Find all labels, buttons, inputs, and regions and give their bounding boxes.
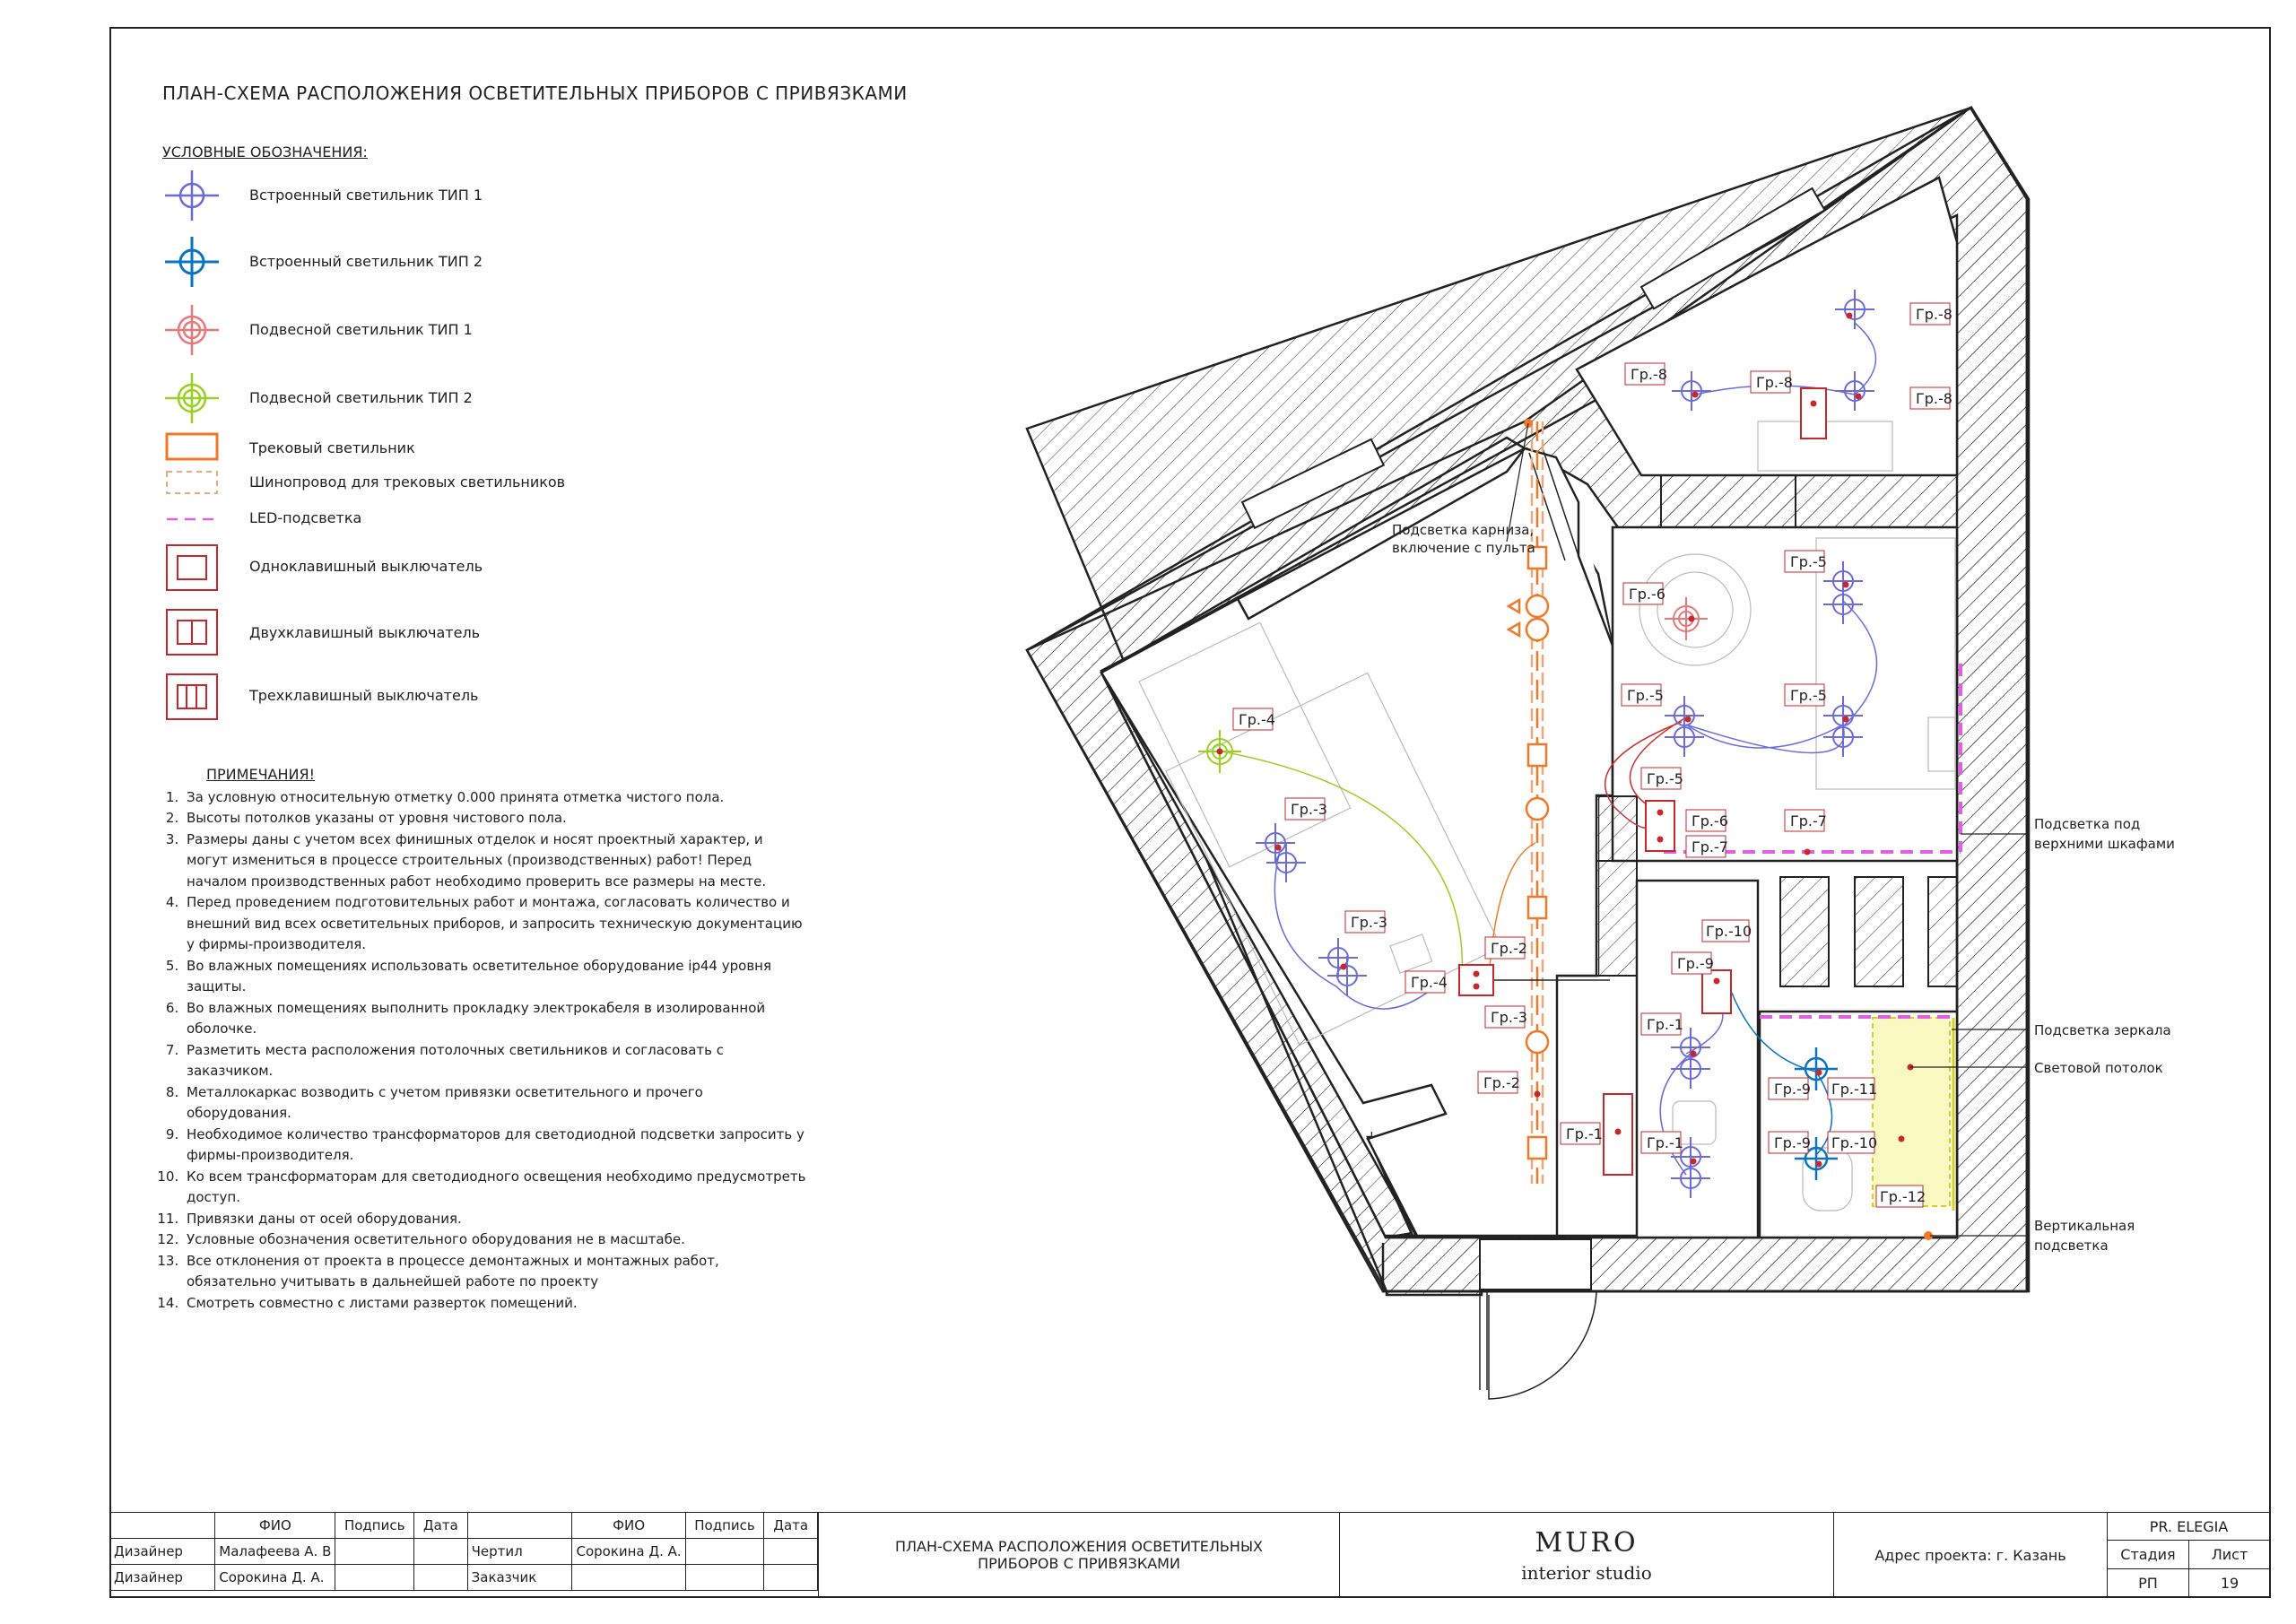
legend-label: Трековый светильник xyxy=(249,439,415,456)
title-cell xyxy=(818,1512,1340,1598)
callout-upper-cabinets: верхними шкафами xyxy=(2034,836,2175,852)
group-label: Гр.-5 xyxy=(1647,770,1683,787)
note-item: 2. Высоты потолков указаны от уровня чистового пола. xyxy=(183,808,807,829)
legend-label: Подвесной светильник ТИП 2 xyxy=(249,389,473,406)
col-sign: Подпись xyxy=(335,1513,414,1539)
sheet-label-cell xyxy=(2188,1540,2271,1569)
group-label: Гр.-6 xyxy=(1629,586,1665,603)
designer-name: Сорокина Д. А. xyxy=(215,1565,335,1591)
group-label: Гр.-1 xyxy=(1566,1125,1603,1142)
stage-cell xyxy=(2107,1568,2189,1598)
notes-title: ПРИМЕЧАНИЯ! xyxy=(206,766,316,783)
sheet-cell xyxy=(2188,1568,2271,1598)
stage-label-cell xyxy=(2107,1540,2189,1569)
group-label: Гр.-9 xyxy=(1677,955,1714,972)
group-label: Гр.-7 xyxy=(1692,838,1728,855)
group-label: Гр.-2 xyxy=(1491,940,1527,957)
sheet-title: ПЛАН-СХЕМА РАСПОЛОЖЕНИЯ ОСВЕТИТЕЛЬНЫХ ПРИБОРОВ С ПРИВЯЗКАМИ xyxy=(162,83,908,104)
note-item: 14. Смотреть совместно с листами разверток помещений. xyxy=(183,1293,807,1315)
legend-label: Двухклавишный выключатель xyxy=(249,624,481,641)
legend-label: Одноклавишный выключатель xyxy=(249,558,483,575)
legend-label: LED-подсветка xyxy=(249,509,362,526)
designer-label: Дизайнер xyxy=(110,1539,215,1565)
group-label: Гр.-1 xyxy=(1647,1016,1683,1033)
legend-label: Подвесной светильник ТИП 1 xyxy=(249,321,473,338)
callout-vertical: Вертикальная xyxy=(2034,1218,2135,1234)
legend-label: Шинопровод для трековых светильников xyxy=(249,473,566,491)
group-label: Гр.-12 xyxy=(1880,1188,1926,1205)
callout-mirror: Подсветка зеркала xyxy=(2034,1022,2171,1038)
note-item: 11. Привязки даны от осей оборудования. xyxy=(183,1209,807,1230)
sheet-value: 19 xyxy=(2220,1575,2239,1592)
note-item: 12. Условные обозначения осветительного оборудования не в масштабе. xyxy=(183,1229,807,1251)
customer-label: Заказчик xyxy=(467,1565,572,1591)
group-label: Гр.-3 xyxy=(1351,914,1387,931)
group-label: Гр.-1 xyxy=(1647,1134,1683,1151)
note-item: 7. Разметить места расположения потолочных светильников и согласовать с заказчиком. xyxy=(183,1040,807,1082)
note-item: 1. За условную относительную отметку 0.000 принята отметка чистого пола. xyxy=(183,787,807,809)
legend-label: Встроенный светильник ТИП 2 xyxy=(249,253,483,270)
stage-value: РП xyxy=(2138,1575,2158,1592)
group-label: Гр.-2 xyxy=(1483,1074,1520,1091)
legend-label: Встроенный светильник ТИП 1 xyxy=(249,187,483,204)
project-cell xyxy=(2107,1512,2271,1541)
callout-upper-cabinets: Подсветка под xyxy=(2034,816,2141,832)
group-label: Гр.-11 xyxy=(1831,1081,1878,1098)
logo-cell xyxy=(1339,1512,1834,1598)
light-ceiling xyxy=(1873,1018,1950,1206)
col-date: Дата xyxy=(764,1513,818,1539)
designer-label: Дизайнер xyxy=(110,1565,215,1591)
note-item: 13. Все отклонения от проекта в процессе демонтажных и монтажных работ, обязательно учитывать в дальнейшей работе по проекту xyxy=(183,1251,807,1293)
group-label: Гр.-4 xyxy=(1411,974,1448,991)
group-label: Гр.-9 xyxy=(1774,1134,1811,1151)
col-sign: Подпись xyxy=(685,1513,764,1539)
note-item: 9. Необходимое количество трансформаторов для светодиодной подсветки запросить у фирмы-производителя. xyxy=(183,1125,807,1167)
callout-vertical: подсветка xyxy=(2034,1238,2109,1254)
note-item: 8. Металлокаркас возводить с учетом привязки осветительного и прочего оборудования. xyxy=(183,1082,807,1125)
callout-light-ceiling: Световой потолок xyxy=(2034,1060,2163,1076)
group-label: Гр.-3 xyxy=(1491,1009,1527,1026)
group-label: Гр.-5 xyxy=(1790,687,1827,704)
stage-label: Стадия xyxy=(2120,1546,2176,1563)
group-label: Гр.-5 xyxy=(1790,553,1827,570)
logo-main: MURO xyxy=(1535,1526,1639,1559)
group-label: Гр.-8 xyxy=(1631,366,1667,383)
legend-label: Трехклавишный выключатель xyxy=(249,687,479,704)
project-address: Адрес проекта: г. Казань xyxy=(1874,1546,2066,1564)
callout-cornice: Подсветка карниза, xyxy=(1392,522,1535,538)
corridor-strip xyxy=(1661,475,1796,527)
col-fio: ФИО xyxy=(572,1513,685,1539)
designer-name: Малафеева А. В xyxy=(215,1539,335,1565)
title-block xyxy=(109,1512,2271,1598)
note-item: 5. Во влажных помещениях использовать осветительное оборудование ip44 уровня защиты. xyxy=(183,956,807,998)
address-cell xyxy=(1833,1512,2108,1598)
signatures-table xyxy=(109,1512,818,1591)
group-label: Гр.-8 xyxy=(1916,390,1952,407)
drawn-name: Сорокина Д. А. xyxy=(572,1539,685,1565)
note-item: 3. Размеры даны с учетом всех финишных отделок и носят проектный характер, и могут измениться в процессе строительных (производственных) работ! Перед началом производственных работ необходимо проверить все размеры на месте. xyxy=(183,829,807,893)
legend-title: УСЛОВНЫЕ ОБОЗНАЧЕНИЯ: xyxy=(162,143,368,161)
group-label: Гр.-10 xyxy=(1831,1134,1878,1151)
callout-cornice: включение с пульта xyxy=(1392,540,1535,556)
group-label: Гр.-4 xyxy=(1239,711,1275,728)
group-label: Гр.-3 xyxy=(1291,801,1327,818)
project-name: PR. ELEGIA xyxy=(2149,1517,2229,1535)
group-label: Гр.-10 xyxy=(1706,923,1752,940)
logo-sub: interior studio xyxy=(1521,1561,1652,1584)
sheet-label: Лист xyxy=(2211,1546,2248,1563)
note-item: 4. Перед проведением подготовительных работ и монтажа, согласовать количество и внешний вид всех осветительных приборов, и запросить техническую документацию у фирмы-производителя. xyxy=(183,892,807,956)
group-label: Гр.-7 xyxy=(1790,812,1827,829)
group-label: Гр.-6 xyxy=(1692,812,1728,829)
title-text: ПЛАН-СХЕМА РАСПОЛОЖЕНИЯ ОСВЕТИТЕЛЬНЫХ ПРИБОРОВ С ПРИВЯЗКАМИ xyxy=(894,1538,1264,1572)
group-label: Гр.-8 xyxy=(1756,374,1793,391)
drawn-label: Чертил xyxy=(467,1539,572,1565)
col-date: Дата xyxy=(414,1513,468,1539)
group-label: Гр.-9 xyxy=(1774,1081,1811,1098)
note-item: 6. Во влажных помещениях выполнить прокладку электрокабеля в изолированной оболочке. xyxy=(183,998,807,1040)
group-label: Гр.-5 xyxy=(1627,687,1664,704)
note-item: 10. Ко всем трансформаторам для светодиодного освещения необходимо предусмотреть доступ. xyxy=(183,1167,807,1209)
col-fio: ФИО xyxy=(215,1513,335,1539)
group-label: Гр.-8 xyxy=(1916,306,1952,323)
